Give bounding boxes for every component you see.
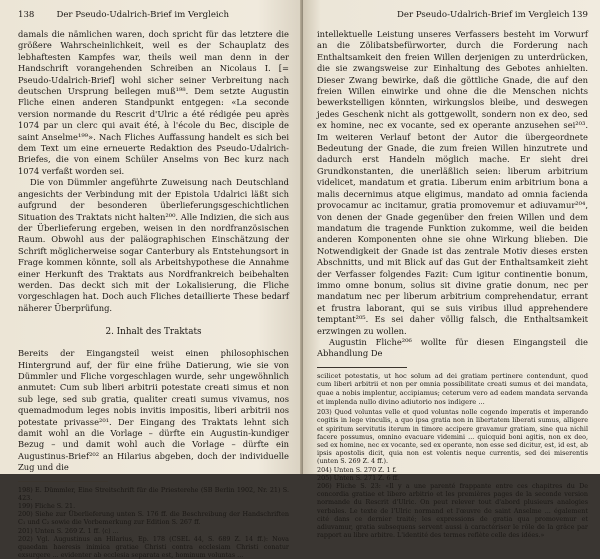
- footnote-201: 201) Unten S. 269 Z. 1 ff. ⟨c⟩ ...: [18, 526, 119, 535]
- footnote-198: 198) E. Dümmler, Eine Streitschrift für die Priesterehe (SB Berlin 1902, Nr. 21) S. 423.: [18, 485, 289, 502]
- left-footnotes: [18, 486, 289, 559]
- right-paragraph: intellektuelle Leistung unseres Verfassers besteht im Vorwurf an die Zölibatsbefürworter, durch die Forderung nach Enthaltsamkeit den freien Willen derjenigen zu unterdrücken, die sie zwangsweise zur Einhaltung des Gebotes anhielten. Dieser Zwang bewirke, daß die göttliche Gnade, die auf den freien Willen einwirke und ohne die die Menschen nichts bewerkstelligen könnten, wirkungslos bleibe, und deswegen jedes Geschenk nicht als gottgewollt, sondern non ex deo, sed ex homine, nec ex vocante, sed ex operante anzusehen sei²⁰³. Im weiteren Verlauf betont der Autor die übergeordnete Bedeutung der Gnade, die zum freien Willen hinzutrete und dadurch erst Handeln möglich mache. Er sieht drei Grundkonstanten, die unerläßlich seien: liberum arbitrium videlicet, mandatum et gratia. Liberum enim arbitrium bona a malis decernimus atque eligimus, mandato ad omnia facienda provocamur ac incitamur, gratia promovemur et adiuvamur²⁰⁴, von denen der Gnade gegenüber den freien Willen und dem mandatum die tragende Funktion zukomme, weil die beiden anderen Komponenten ohne sie ohne Wirkung blieben. Die Notwendigkeit der Gnade ist das zentrale Motiv dieses ersten Abschnitts, und mit Blick auf das Gut der Enthaltsamkeit zieht der Verfasser folgendes Fazit: Cum igitur continentie bonum, immo omne bonum, solius sit divine gratie donum, nec per mandatum nec per liberum arbitrium comprehendatur, errant et frustra laborant, qui se suis viribus illud apprehendere temptant²⁰⁵. Es sei daher völlig falsch, die Enthaltsamkeit erzwingen zu wollen.: [317, 29, 588, 336]
- footnote-200: 200) Siehe zur Überlieferung unten S. 176 ff. die Beschreibung der Handschriften C₁ und C₂ sowie die Vorbemerkung zur Edition S. 267 ff.: [18, 510, 289, 527]
- right-continued-quote: [317, 372, 588, 406]
- footnote-205: 205) Unten S. 271 Z. 6 ff.: [317, 473, 399, 482]
- footnote-203: 203) Quod voluntas velle et quod voluntas nolle cogendo imperatis et imperando cogitis in lege vinculis, a quo ipsa gratia non in libertatem liberati sumus, alligere et spiritum servitutis iterum in timore accipere gravamur gratiam, sine qua nichil facere possumus, omnino evacuare videmini ... quicquid boni agitis, non ex deo, sed ex homine, nec ex vocante, sed ex operante, non esse sed dicitur, est, id est, ab ipsis apostolis dicit, quia non est volentis neque currentis, sed dei miserentis (unten S. 269 Z. 4 ff.).: [317, 408, 588, 466]
- left-paragraph-1: damals die nämlichen waren, doch spricht für das letztere die größere Wahrscheinlichkeit, weil es der Schauplatz des lebhaftesten Kampfes war, theils weil man denn in der Handschrift vorangehenden Schreiben an Nicolaus I. [= Pseudo-Udalrich-Brief] wohl sicher seiner Verbreitung nach deutschen Ursprung beilegen muß¹⁹⁸. Dem setzte Augustin Fliche einen anderen Standpunkt entgegen: «La seconde version normande du Rescrit d'Ulric a été rédigée peu après 1074 par un clerc qui avait été, à l'école du Bec, disciple de saint Anselme¹⁹⁹». Nach Fliches Auffassung handelt es sich bei dem Text um eine erneuerte Redaktion des Pseudo-Udalrich-Briefes, die von einem Schüler Anselms von Bec kurz nach 1074 verfaßt worden sei.: [18, 29, 289, 176]
- left-running-title: Der Pseudo-Udalrich-Brief im Vergleich: [56, 10, 229, 20]
- left-page-number: 138: [18, 10, 35, 20]
- right-footnotes: [317, 408, 588, 539]
- footnote-204: 204) Unten S. 270 Z. 1 f.: [317, 465, 397, 474]
- right-footnote-divider: [317, 367, 407, 368]
- right-page-number: 139: [571, 10, 588, 20]
- continued-quote: scilicet potestatis, ut hoc solum ad dei gratiam pertinere contendunt, quod cum liberi arbitrii et non per omnia possibilitate creati sumus et dei mandata, quae a nobis implentur, accipiamus; ceterum vero ad eadem mandata servanda et implenda nullo divino adiutorio nos indigere ...: [317, 371, 588, 406]
- section-heading: 2. Inhalt des Traktats: [105, 327, 202, 338]
- footnote-divider: [18, 481, 108, 482]
- footnote-199: 199) Fliche S. 21.: [18, 502, 76, 511]
- right-running-title: Der Pseudo-Udalrich-Brief im Vergleich: [397, 10, 570, 20]
- footnote-202: 202) Vgl. Augustinus an Hilarius, Ep. 178 (CSEL 44, S. 689 Z. 14 ff.): Nova quaedam haeresis inimica gratiae Christi contra ecclesiam Christi conatur exsurgere ... evidenter ab ecclesia separata est, hominum voluntas ...: [18, 534, 289, 559]
- right-page: [303, 0, 600, 540]
- right-body-text: [317, 29, 588, 360]
- left-section-paragraph: Bereits der Eingangsteil weist einen philosophischen Hintergrund auf, der für eine frühe Datierung, wie sie von Dümmler und Fliche vorgeschlagen wurde, sehr ungewöhnlich anmutet: Cum sub liberi arbitrii potestate creati simus et non sub lege, sed sub gratia, qualiter creati sumus vivamus, nos quemadmodum leges nobis invitis impositis, liberi arbitrii nos potestate privasse²⁰¹. Der Eingang des Traktats lehnt sich damit wohl an die Vorlage – dürfte ein Augustin-kundiger Bezug – und damit wohl auch die Vorlage – dürfte ein Augustinus-Brief²⁰² an Hilarius abgeben, doch der individuelle Zug und die: [18, 348, 289, 473]
- right-last-line: Augustin Fliche²⁰⁶ wollte für diesen Eingangsteil die Abhandlung De: [317, 336, 588, 359]
- left-running-head: [18, 10, 289, 21]
- right-running-head: [317, 10, 588, 21]
- left-body-text: [18, 29, 289, 474]
- left-paragraph-2: Die von Dümmler angeführte Zuweisung nach Deutschland angesichts der Verbindung mit der Epistola Udalrici läßt sich aufgrund der besonderen überlieferungsgeschichtlichen Situation des Traktats nicht halten²⁰⁰. Alle Indizien, die sich aus der Überlieferung ergeben, weisen in den nordfranzösischen Raum. Obwohl aus der paläographischen Einschätzung der Schrift möglicherweise sogar Canterbury als Entstehungsort in Frage kommen könnte, soll als Arbeitshypothese die Annahme einer Herkunft des Traktats aus Nordfrankreich beibehalten werden. Das deckt sich mit der Lokalisierung, die Fliche vorgeschlagen hat. Doch auch Fliches detaillierte These bedarf näherer Überprüfung.: [18, 177, 289, 313]
- footnote-206: 206) Fliche S. 23: «Il y a une parenté frappante entre ces chapitres du De concordia gratiae et libero arbitrio et les premières pages de la seconde version normande du Rescrit d'Ulric. On peut relever tout d'abord plusieurs analogies verbales. Le texte de l'Ulric normand et l'œuvre de saint Anselme ... également cité dans ce dernier traité; les expressions de gratia qua promovemur et adiuvamur, gratia subsequens servent aussi à caractériser le rôle de la grâce par rapport au libre arbitre. L'identité des termes reflète celle des idées.»: [317, 481, 588, 540]
